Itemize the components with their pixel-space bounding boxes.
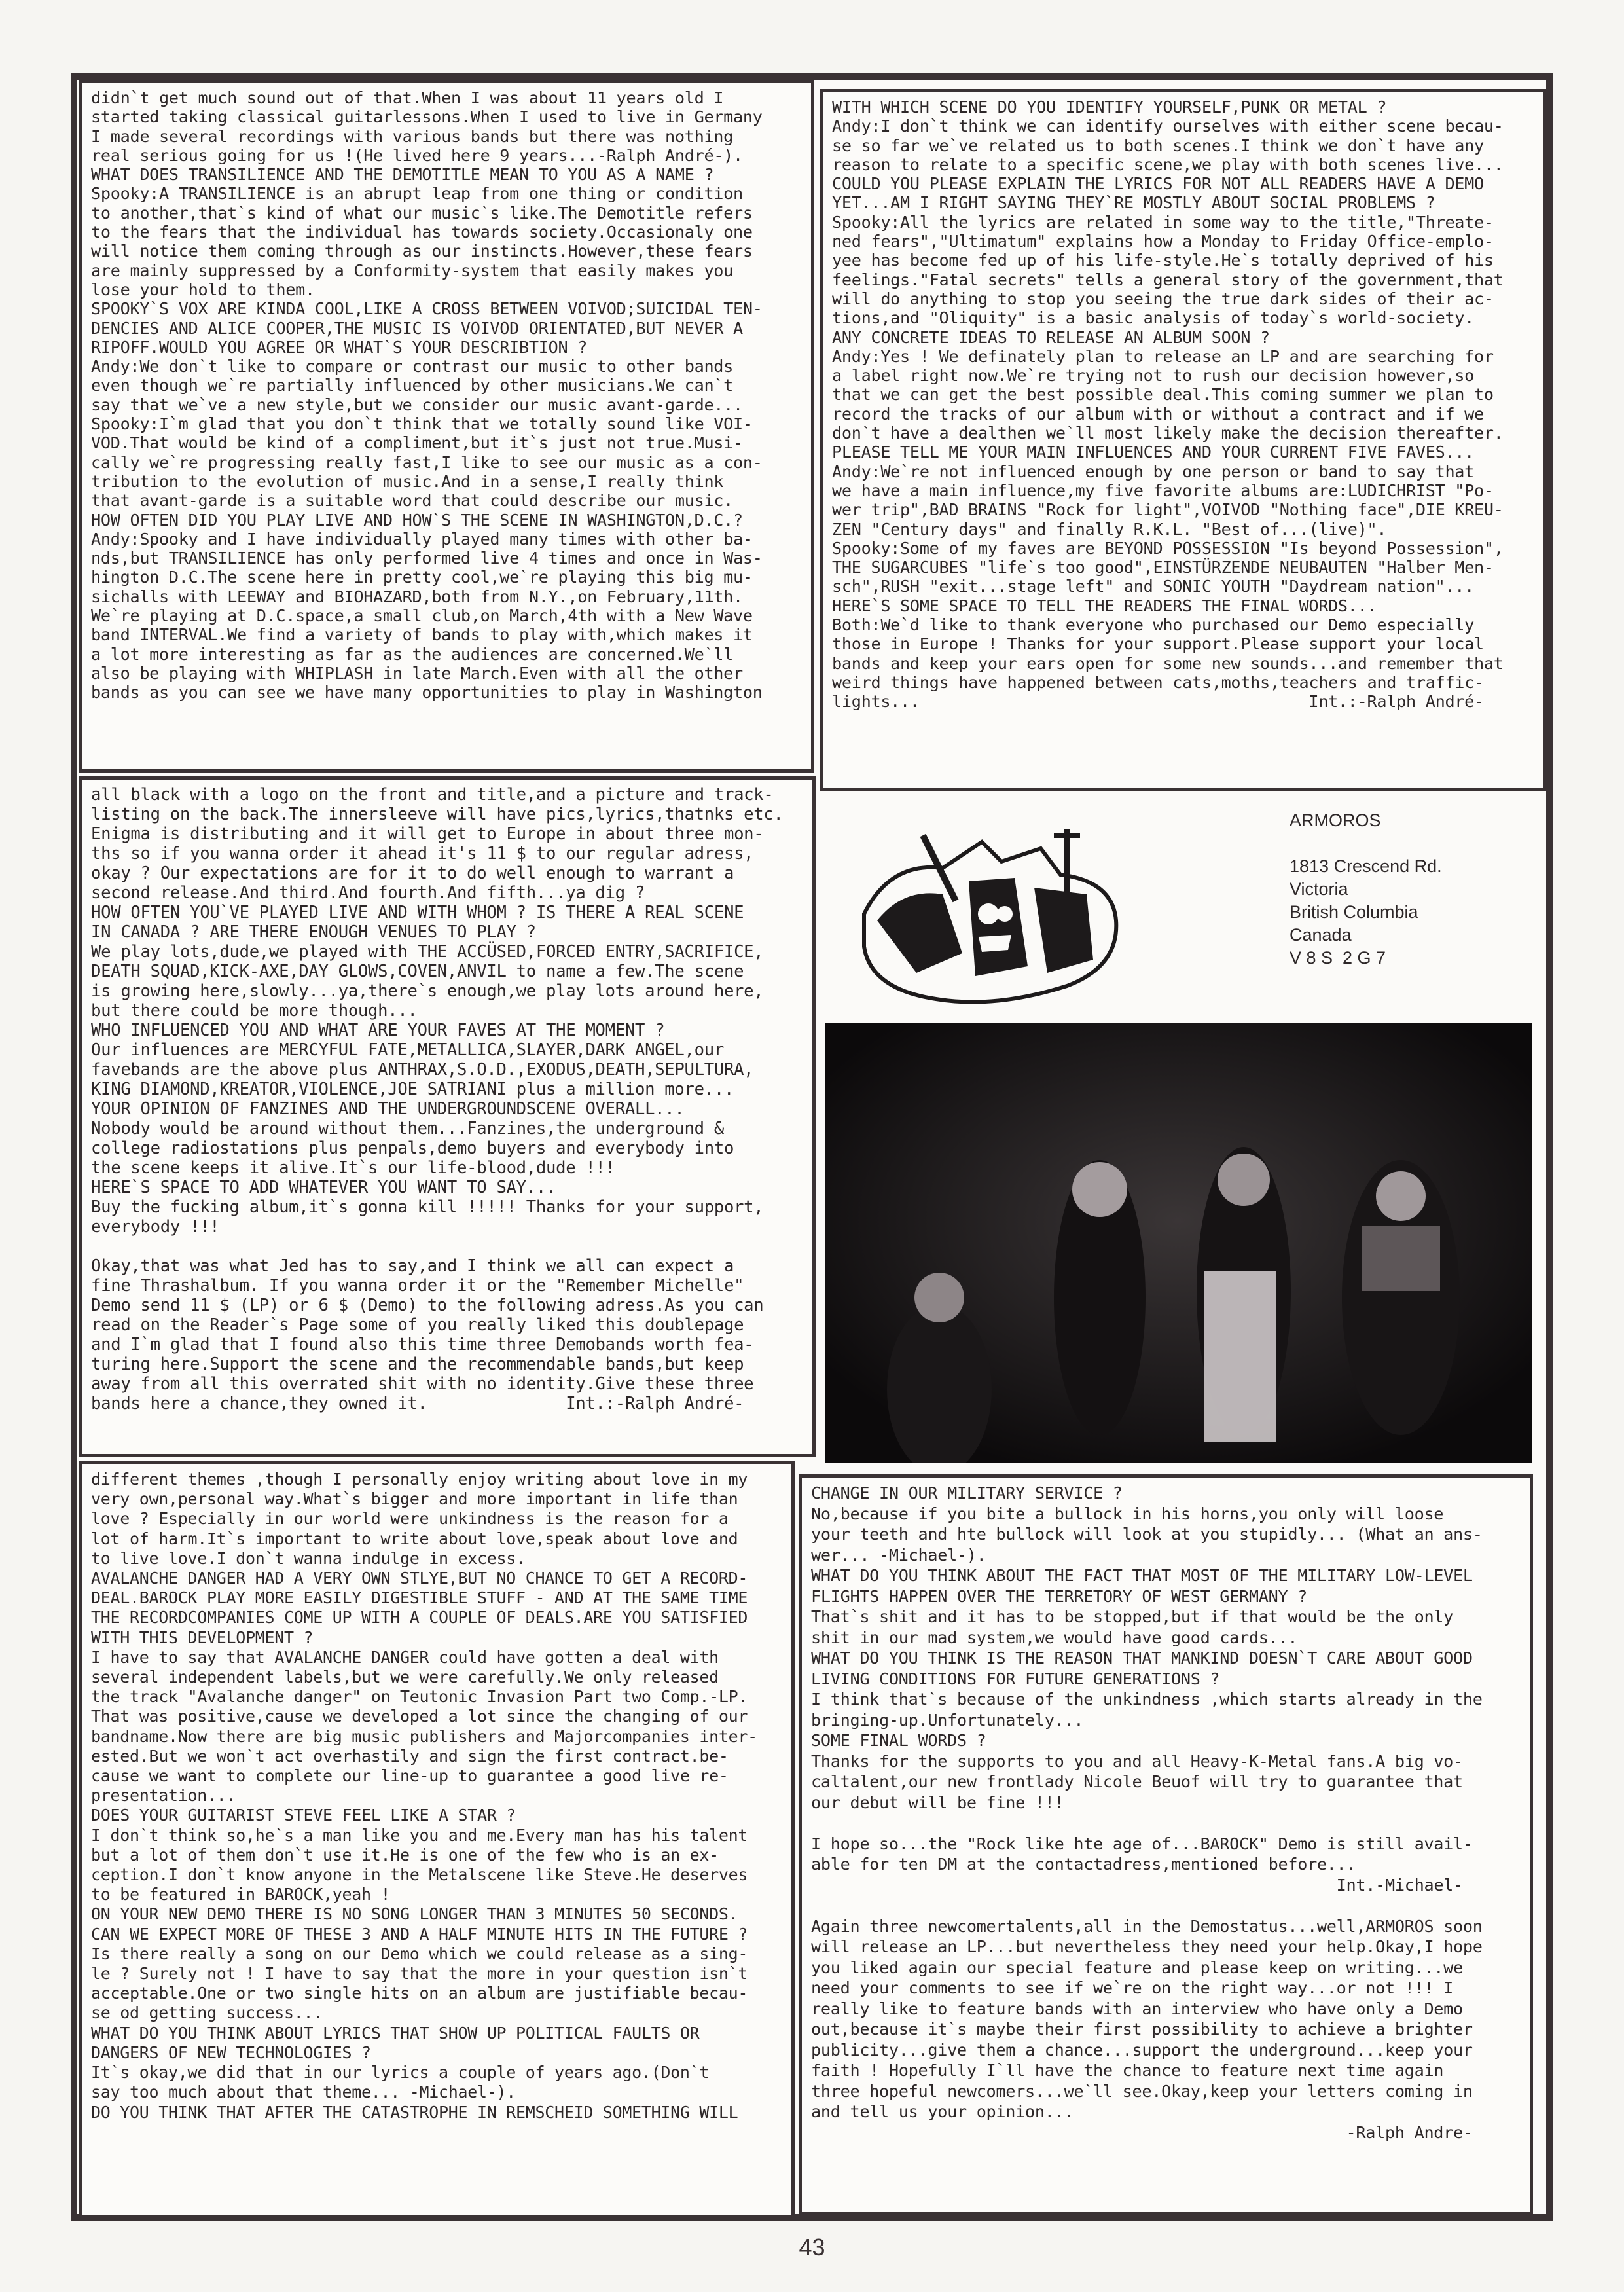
text-bottom-right: CHANGE IN OUR MILITARY SERVICE ? No,because if you bite a bullock in his horns,you only will loose your teeth and hte bullock will look at you stupidly... (What an ans- wer... -Michael-). WHAT DO YOU THINK ABOUT THE FACT THAT MOST OF THE MILITARY LOW-LEVEL FLIGHTS HAPPEN OVER THE TERRETORY OF WEST GERMANY ? That`s shit and it has to be stopped,but if that would be the only shit in our mad system,we would have good cards... WHAT DO YOU THINK IS THE REASON THAT MANKIND DOESN`T CARE ABOUT GOOD LIVING CONDITIONS FOR FUTURE GENERATIONS ? I think that`s because of the unkindness ,which starts already in the bringing-up.Unfortunately... SOME FINAL WORDS ? Thanks for the supports to you and all Heavy-K-Metal fans.A big vo- caltalent,our new frontlady Nicole Beuof will try to guarantee that our debut will be fine !!! I hope so...the "Rock like hte age of...BAROCK" Demo is still avail- able for ten DM at the contactadress,mentioned before... Int.-Michael- Again three newcomertalents,all in the Demostatus...well,ARMOROS soon will release an LP...but nevertheless they need your help.Okay,I hope you liked again our special feature and please keep on writing...we need your comments to see if we`re on the right way...or not !!! I really like to feature bands with an interview who have only a Demo out,because it`s maybe their first possibility to achieve a brighter publicity...give them a chance...support the underground...keep your faith ! Hopefully I`ll have the chance to feature next time again three hopeful newcomers...we`ll see.Okay,keep your letters coming in and tell us your opinion... -Ralph Andre- xyxy=(811,1483,1483,2142)
interview-bottom-left xyxy=(79,1461,795,2218)
text-top-right: WITH WHICH SCENE DO YOU IDENTIFY YOURSELF,PUNK OR METAL ? Andy:I don`t think we can identify ourselves with either scene becau- se so far we`ve related us to both scenes.I think we don`t have any reason to relate to a specific scene,we play with both scenes live... COULD YOU PLEASE EXPLAIN THE LYRICS FOR NOT ALL READERS HAVE A DEMO YET...AM I RIGHT SAYING THEY`RE MOSTLY ABOUT SOCIAL PROBLEMS ? Spooky:All the lyrics are related in some way to the title,"Threate- ned fears","Ultimatum" explains how a Monday to Friday Office-emplo- yee has become fed up of his life-style.He`s totally deprived of his feelings."Fatal secrets" tells a general story of the government,that will do anything to stop you seeing the true dark sides of their ac- tions,and "Oliquity" is a basic analysis of today`s world-society. ANY CONCRETE IDEAS TO RELEASE AN ALBUM SOON ? Andy:Yes ! We definately plan to release an LP and are searching for a label right now.We`re trying not to rush our decision however,so that we can get the best possible deal.This coming summer we plan to record the tracks of our album with or without a contract and if we don`t have a dealthen we`ll most likely make the decision thereafter. PLEASE TELL ME YOUR MAIN INFLUENCES AND YOUR CURRENT FIVE FAVES... Andy:We`re not influenced enough by one person or band to say that we have a main influence,my five favorite albums are:LUDICHRIST "Po- wer trip",BAD BRAINS "Rock for light",VOIVOD "Nothing face",DIE KREU- ZEN "Century days" and finally R.K.L. "Best of...(live)". Spooky:Some of my faves are BEYOND POSSESSION "Is beyond Possession", THE SUGARCUBES "life`s too good",EINSTÜRZENDE NEUBAUTEN "Halber Men- sch",RUSH "exit...stage left" and SONIC YOUTH "Daydream nation"... HERE`S SOME SPACE TO TELL THE READERS THE FINAL WORDS... Both:We`d like to thank everyone who purchased our Demo especially those in Europe ! Thanks for your support.Please support your local bands and keep your ears open for some new sounds...and remember that weird things have happened between cats,moths,teachers and traffic- lights... Int.:-Ralph André- xyxy=(832,98,1504,712)
interview-center-left xyxy=(79,776,816,1457)
text-center-left: all black with a logo on the front and title,and a picture and track- listing on the back.The innersleeve will have pics,lyrics,thatnks etc. Enigma is distributing and it will get to Europe in about three mon- ths so if you wanna order it ahead it's 11 $ to our regular adress, okay ? Our expectations are for it to do well enough to warrant a second release.And third.And fourth.And fifth...ya dig ? HOW OFTEN YOU`VE PLAYED LIVE AND WITH WHOM ? IS THERE A REAL SCENE IN CANADA ? ARE THERE ENOUGH VENUES TO PLAY ? We play lots,dude,we played with THE ACCÜSED,FORCED ENTRY,SACRIFICE, DEATH SQUAD,KICK-AXE,DAY GLOWS,COVEN,ANVIL to name a few.The scene is growing here,slowly...ya,there`s enough,we play lots around here, but there could be more though... WHO INFLUENCED YOU AND WHAT ARE YOUR FAVES AT THE MOMENT ? Our influences are MERCYFUL FATE,METALLICA,SLAYER,DARK ANGEL,our favebands are the above plus ANTHRAX,S.O.D.,EXODUS,DEATH,SEPULTURA, KING DIAMOND,KREATOR,VIOLENCE,JOE SATRIANI plus a million more... YOUR OPINION OF FANZINES AND THE UNDERGROUNDSCENE OVERALL... Nobody would be around without them...Fanzines,the underground & college radiostations plus penpals,demo buyers and everybody into the scene keeps it alive.It`s our life-blood,dude !!! HERE`S SPACE TO ADD WHATEVER YOU WANT TO SAY... Buy the fucking album,it`s gonna kill !!!!! Thanks for your support, everybody !!! Okay,that was what Jed has to say,and I think we all can expect a fine Thrashalbum. If you wanna order it or the "Remember Michelle" Demo send 11 $ (LP) or 6 $ (Demo) to the following adress.As you can read on the Reader`s Page some of you really liked this doublepage and I`m glad that I found also this time three Demobands worth fea- turing here.Support the scene and the recommendable bands,but keep away from all this overrated shit with no identity.Give these three bands here a chance,they owned it. Int.:-Ralph André- xyxy=(91,785,784,1413)
interview-top-left xyxy=(79,80,814,773)
text-top-left: didn`t get much sound out of that.When I was about 11 years old I started taking classical guitarlessons.When I used to live in Germany I made several recordings with various bands but there was nothing real serious going for us !(He lived here 9 years...-Ralph André-). WHAT DOES TRANSILIENCE AND THE DEMOTITLE MEAN TO YOU AS A NAME ? Spooky:A TRANSILIENCE is an abrupt leap from one thing or condition to another,that`s kind of what our music`s like.The Demotitle refers to the fears that the individual has towards society.Occasionaly one will notice them coming through as our instincts.However,these fears are mainly suppressed by a Conformity-system that easily makes you lose your hold to them. SPOOKY`S VOX ARE KINDA COOL,LIKE A CROSS BETWEEN VOIVOD;SUICIDAL TEN- DENCIES AND ALICE COOPER,THE MUSIC IS VOIVOD ORIENTATED,BUT NEVER A RIPOFF.WOULD YOU AGREE OR WHAT`S YOUR DESCRIBTION ? Andy:We don`t like to compare or contrast our music to other bands even though we`re partially influenced by other musicians.We can`t say that we`ve a new style,but we consider our music avant-garde... Spooky:I`m glad that you don`t think that we totally sound like VOI- VOD.That would be kind of a compliment,but it`s just not true.Musi- cally we`re progressing really fast,I like to see our music as a con- tribution to the evolution of music.And in a sense,I really think that avant-garde is a suitable word that could describe our music. HOW OFTEN DID YOU PLAY LIVE AND HOW`S THE SCENE IN WASHINGTON,D.C.? Andy:Spooky and I have individually played many times with other ba- nds,but TRANSILIENCE has only performed live 4 times and once in Was- hington D.C.The scene here in pretty cool,we`re playing this big mu- sichalls with LEEWAY and BIOHAZARD,both from N.Y.,on February,11th. We`re playing at D.C.space,a small club,on March,4th with a New Wave band INTERVAL.We find a variety of bands to play with,which makes it a lot more interesting as far as the audiences are concerned.We`ll also be playing with WHIPLASH in late March.Even with all the other bands as you can see we have many opportunities to play in Washington xyxy=(91,88,763,702)
text-bottom-left: different themes ,though I personally enjoy writing about love in my very own,personal way.What`s bigger and more important in life than love ? Especially in our world were unkindness is the reason for a lot of harm.It`s important to write about love,speak about love and to live love.I don`t wanna indulge in excess. AVALANCHE DANGER HAD A VERY OWN STLYE,BUT NO CHANCE TO GET A RECORD- DEAL.BAROCK PLAY MORE EASILY DIGESTIBLE STUFF - AND AT THE SAME TIME THE RECORDCOMPANIES COME UP WITH A COUPLE OF DEALS.ARE YOU SATISFIED WITH THIS DEVELOPMENT ? I have to say that AVALANCHE DANGER could have gotten a deal with several independent labels,but we were carefully.We only released the track "Avalanche danger" on Teutonic Invasion Part two Comp.-LP. That was positive,cause we developed a lot since the changing of our bandname.Now there are big music publishers and Majorcompanies inter- ested.But we won`t act overhastily and sign the first contract.be- cause we want to complete our line-up to guarantee a good live re- presentation... DOES YOUR GUITARIST STEVE FEEL LIKE A STAR ? I don`t think so,he`s a man like you and me.Every man has his talent but a lot of them don`t use it.He is one of the few who is an ex- ception.I don`t know anyone in the Metalscene like Steve.He deserves to be featured in BAROCK,yeah ! ON YOUR NEW DEMO THERE IS NO SONG LONGER THAN 3 MINUTES 50 SECONDS. CAN WE EXPECT MORE OF THESE 3 AND A HALF MINUTE HITS IN THE FUTURE ? Is there really a song on our Demo which we could release as a sing- le ? Surely not ! I have to say that the more in your question isn`t acceptable.One or two single hits on an album are justifiable becau- se od getting success... WHAT DO YOU THINK ABOUT LYRICS THAT SHOW UP POLITICAL FAULTS OR DANGERS OF NEW TECHNOLOGIES ? It`s okay,we did that in our lyrics a couple of years ago.(Don`t say too much about that theme... -Michael-). DO YOU THINK THAT AFTER THE CATASTROPHE IN REMSCHEID SOMETHING WILL xyxy=(91,1470,757,2122)
band-address: ARMOROS 1813 Crescend Rd. Victoria British Columbia Canada V 8 S 2 G 7 xyxy=(1290,810,1442,968)
page-number: 43 xyxy=(799,2234,825,2261)
armoros-logo-image xyxy=(851,822,1126,1012)
interview-bottom-right xyxy=(799,1474,1533,2215)
band-photo xyxy=(825,1023,1532,1463)
interview-top-right xyxy=(820,89,1546,791)
